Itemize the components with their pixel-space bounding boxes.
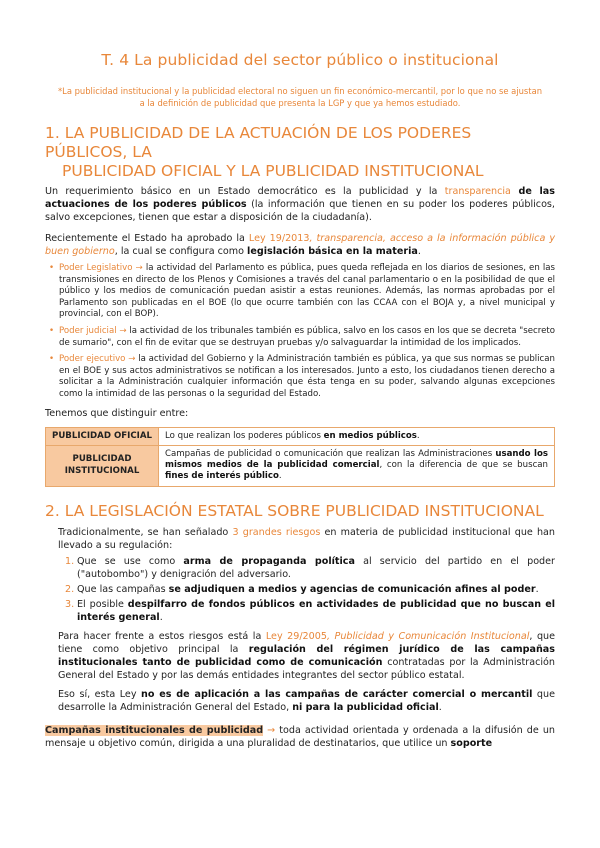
table-row [46,427,555,445]
list-item: • Poder ejecutivo → la actividad del Gobierno y la Administración también es pública, ya que sus normas se publican en el BOE y sus actos administrativos se notifican a los interesados. Junto a esto, los ciudadanos tienen derecho a solicitar a la Administración cualquier información que ésta tenga en su poder, salvando algunas excepciones como la intimidad de las personas o la seguridad del Estado. [49,354,555,399]
risks-list [45,555,555,624]
section-2-paragraph-3: Eso sí, esta Ley no es de aplicación a las campañas de carácter comercial o mercantil que desarrolle la Administración General del Estado, ni para la publicidad oficial. [58,688,556,713]
bullet-icon: • [49,354,55,365]
section-1-paragraph-1: Un requerimiento básico en un Estado democrático es la publicidad y la transparencia de las actuaciones de los poderes públicos (la información que tienen en su poder los poderes públicos, salvo excepciones, tienen que estar a disposición de la ciudadanía). [45,186,555,223]
bullet-icon: • [49,263,55,273]
table-key-oficial: PUBLICIDAD OFICIAL [46,427,159,445]
section-1-heading [45,124,555,181]
section-2-paragraph-2: Para hacer frente a estos riesgos está la Ley 29/2005, Publicidad y Comunicación Institucional, que tiene como objetivo principal la regulación del régimen jurídico de las campañas institucionales tanto de publicidad como de comunicación contratadas por la Administración General del Estado y por las demás entidades integrantes del sector público estatal. [58,630,556,681]
powers-list [45,263,555,401]
list-item: 3. El posible despilfarro de fondos públicos en actividades de publicidad que no buscan el interés general. [65,598,556,623]
section-1-paragraph-2: Recientemente el Estado ha aprobado la Ley 19/2013, transparencia, acceso a la información pública y buen gobierno, la cual se configura como legislación básica en la materia. [45,233,555,257]
list-item: 1. Que se use como arma de propaganda política al servicio del partido en el poder ("autobombo") y denigración del adversario. [65,555,555,580]
intro-note: *La publicidad institucional y la publicidad electoral no siguen un fin económico-mercantil, por lo que no se ajustan a la definición de publicidad que presenta la LGP y que ya hemos estudiado. [57,86,543,108]
bullet-icon: • [49,325,55,336]
list-item: 2. Que las campañas se adjudiquen a medios y agencias de comunicación afines al poder. [65,583,539,595]
table-key-institucional: PUBLICIDAD INSTITUCIONAL [46,445,159,486]
section-1-heading-line2: PUBLICIDAD OFICIAL Y LA PUBLICIDAD INSTITUCIONAL [62,162,484,180]
table-value-institucional: Campañas de publicidad o comunicación que realizan las Administraciones usando los mismos medios de la publicidad comercial, con la diferencia de que se buscan fines de interés público. [159,445,555,486]
list-item: • Poder judicial → la actividad de los tribunales también es pública, salvo en los casos en los que se decreta "secreto de sumario", con el fin de evitar que se destruyan pruebas y/o salvaguardar la intimidad de los implicados. [49,325,555,348]
section-2-paragraph-4: Campañas institucionales de publicidad → toda actividad orientada y ordenada a la difusión de un mensaje u objetivo común, dirigida a una pluralidad de destinatarios, que utilice un soporte [45,724,555,749]
section-2-heading: 2. LA LEGISLACIÓN ESTATAL SOBRE PUBLICIDAD INSTITUCIONAL [45,501,544,520]
section-1-heading-line1: 1. LA PUBLICIDAD DE LA ACTUACIÓN DE LOS PODERES PÚBLICOS, LA [45,124,472,161]
distinguish-text: Tenemos que distinguir entre: [45,407,189,419]
table-value-oficial: Lo que realizan los poderes públicos en medios públicos. [159,427,555,445]
document-title: T. 4 La publicidad del sector público o institucional [101,51,499,69]
list-item: • Poder Legislativo → la actividad del Parlamento es pública, pues queda reflejada en los diarios de sesiones, en las transmisiones en directo de los Plenos y Comisiones a través del canal parlamentario o en la posibilidad de que el público y los medios de comunicación puedan asistir a estas reuniones. Además, las normas aprobadas por el Parlamento son publicadas en el BOE (lo que ocurre también con las CCAA con el BOJA y, a nivel municipal y provincial, con el BOP). [49,263,555,320]
table-row [46,445,555,486]
definitions-table [45,427,555,487]
section-2-paragraph-1: Tradicionalmente, se han señalado 3 grandes riesgos en materia de publicidad institucional que han llevado a su regulación: [58,526,555,551]
